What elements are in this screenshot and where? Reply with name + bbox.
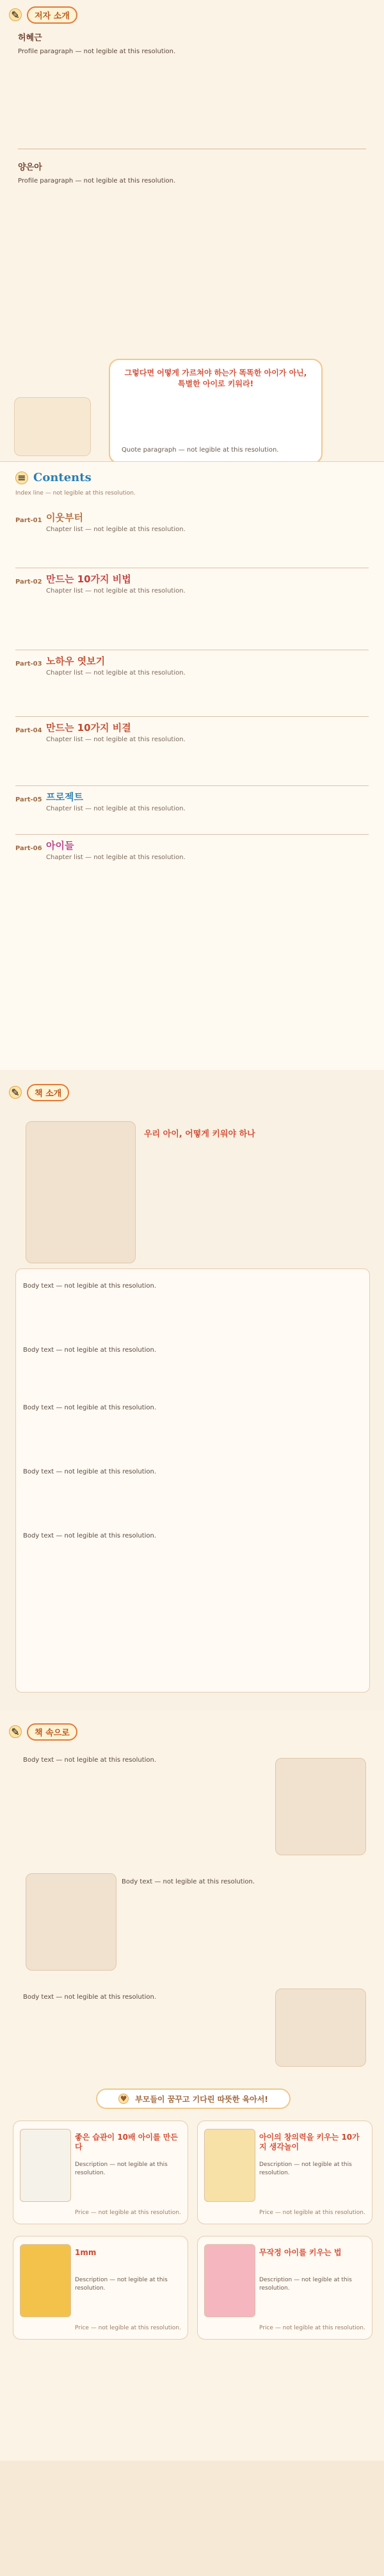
ad-title-1: 좋은 습관이 10배 아이를 만든다 <box>75 2133 178 2151</box>
heart-icon: ♥ <box>118 2094 129 2104</box>
contents-header <box>15 471 92 484</box>
contents-section <box>0 461 384 1071</box>
inside-section-title: 책 속으로 <box>27 1723 77 1741</box>
book-illustration <box>26 1121 136 1263</box>
part-desc-5: Chapter list — not legible at this resolution. <box>46 805 186 812</box>
part-tag-3: Part-03 <box>15 660 42 668</box>
part-tag-1: Part-01 <box>15 517 42 524</box>
ad-2[interactable] <box>197 2121 372 2224</box>
part-tag-4: Part-04 <box>15 727 42 734</box>
book-para-3: Body text — not legible at this resolution. <box>23 1404 157 1411</box>
ad-cover-3 <box>20 2244 71 2317</box>
part-desc-1: Chapter list — not legible at this resolution. <box>46 526 186 533</box>
part-title-1: 이웃부터 <box>46 512 83 523</box>
illustration-left <box>14 397 91 456</box>
contents-part-4 <box>0 717 384 786</box>
contents-part-3 <box>0 650 384 717</box>
author-text-1: Profile paragraph — not legible at this resolution. <box>18 48 176 55</box>
contents-part-6 <box>0 835 384 910</box>
contents-intro: Index line — not legible at this resolution. <box>15 490 136 496</box>
inside-illustration-3 <box>275 1989 366 2067</box>
author-section-title: 저자 소개 <box>27 6 77 24</box>
inside-para-1: Body text — not legible at this resolution. <box>23 1757 157 1764</box>
book-para-1: Body text — not legible at this resolution. <box>23 1283 157 1290</box>
ad-meta-2: Price — not legible at this resolution. <box>259 2210 365 2216</box>
paper-icon: ≡ <box>15 472 28 484</box>
part-title-4: 만드는 10가지 비결 <box>46 722 131 734</box>
ad-meta-4: Price — not legible at this resolution. <box>259 2325 365 2331</box>
ad-title-4: 무작정 아이를 키우는 법 <box>259 2248 342 2257</box>
ad-desc-1: Description — not legible at this resolution. <box>75 2162 168 2177</box>
part-title-3: 노하우 엿보기 <box>46 655 106 667</box>
ad-desc-2: Description — not legible at this resolution. <box>259 2162 352 2177</box>
part-tag-5: Part-05 <box>15 796 42 803</box>
contents-part-2 <box>0 568 384 650</box>
book-para-2: Body text — not legible at this resolution. <box>23 1347 157 1354</box>
book-para-4: Body text — not legible at this resolution. <box>23 1468 157 1475</box>
part-desc-6: Chapter list — not legible at this resolution. <box>46 854 186 861</box>
author-text-2: Profile paragraph — not legible at this resolution. <box>18 177 176 185</box>
book-para-5: Body text — not legible at this resolution. <box>23 1532 157 1539</box>
bottom-header <box>96 2088 291 2109</box>
part-tag-6: Part-06 <box>15 845 42 852</box>
author-name-2: 양은아 <box>18 163 42 172</box>
pencil-icon: ✎ <box>9 8 22 21</box>
author-section <box>0 0 384 454</box>
ad-1[interactable] <box>13 2121 188 2224</box>
ad-desc-3: Description — not legible at this resolution. <box>75 2277 168 2292</box>
bottom-header-text: 부모들이 꿈꾸고 기다린 따뜻한 육아서! <box>135 2094 268 2104</box>
part-title-2: 만드는 10가지 비법 <box>46 573 131 585</box>
ad-cover-1 <box>20 2129 71 2202</box>
book-section-title: 책 소개 <box>27 1084 69 1101</box>
ad-title-3: 1mm <box>75 2248 97 2257</box>
contents-part-5 <box>0 786 384 835</box>
author-header <box>0 6 384 23</box>
ad-4[interactable] <box>197 2236 372 2340</box>
author-name-1: 허혜근 <box>18 33 42 43</box>
part-desc-2: Chapter list — not legible at this resolution. <box>46 587 186 595</box>
inside-para-2: Body text — not legible at this resolution. <box>122 1878 255 1885</box>
author-profile-2 <box>18 160 366 186</box>
ad-cover-2 <box>204 2129 255 2202</box>
pencil-icon: ✎ <box>9 1086 22 1099</box>
ad-3[interactable] <box>13 2236 188 2340</box>
inside-header <box>0 1723 384 1740</box>
part-title-5: 프로젝트 <box>46 791 83 803</box>
ad-meta-3: Price — not legible at this resolution. <box>75 2325 181 2331</box>
part-tag-2: Part-02 <box>15 578 42 586</box>
book-section <box>0 1070 384 1710</box>
book-text-box <box>15 1268 370 1693</box>
ad-desc-4: Description — not legible at this resolution. <box>259 2277 352 2292</box>
ad-title-2: 아이의 창의력을 키우는 10가지 생각놀이 <box>259 2133 360 2151</box>
contents-list <box>0 507 384 910</box>
ad-cover-4 <box>204 2244 255 2317</box>
pencil-icon: ✎ <box>9 1725 22 1738</box>
part-title-6: 아이들 <box>46 840 74 851</box>
footer-bg <box>0 2461 384 2576</box>
contents-title: Contents <box>33 471 92 484</box>
book-header <box>0 1084 384 1101</box>
inside-illustration-2 <box>26 1873 116 1971</box>
inside-para-3: Body text — not legible at this resolution. <box>23 1994 157 2001</box>
author-profile-1 <box>18 31 366 57</box>
inside-section <box>0 1717 384 2076</box>
part-desc-4: Chapter list — not legible at this resolution. <box>46 736 186 743</box>
ad-meta-1: Price — not legible at this resolution. <box>75 2210 181 2216</box>
book-headline: 우리 아이, 어떻게 키워야 하나 <box>144 1129 255 1139</box>
part-desc-3: Chapter list — not legible at this resolution. <box>46 669 186 677</box>
callout-quote: 그렇다면 어떻게 가르쳐야 하는가 똑똑한 아이가 아닌, 특별한 아이로 키워라! <box>124 368 307 388</box>
author-callout <box>109 359 323 464</box>
inside-illustration-1 <box>275 1758 366 1855</box>
callout-sub: Quote paragraph — not legible at this resolution. <box>122 446 279 454</box>
contents-part-1 <box>0 507 384 568</box>
